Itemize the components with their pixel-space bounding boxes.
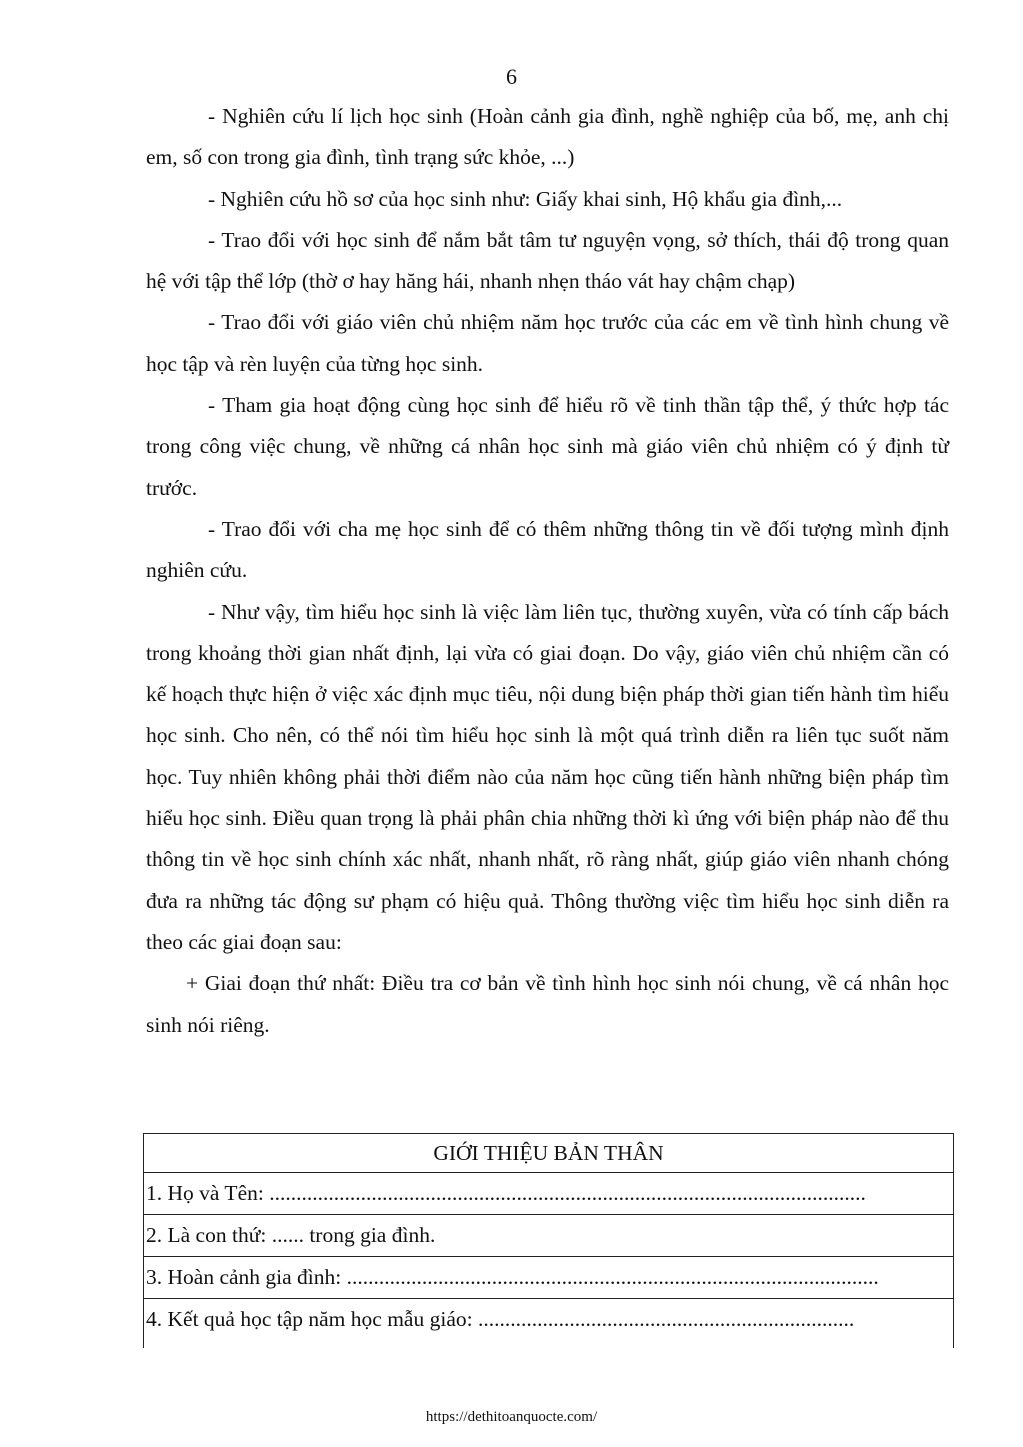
paragraph-talk-with-parents: - Trao đổi với cha mẹ học sinh để có thêm những thông tin về đối tượng mình định nghiên cứu. bbox=[146, 516, 949, 583]
paragraph-summary: - Như vậy, tìm hiểu học sinh là việc làm liên tục, thường xuyên, vừa có tính cấp bách trong khoảng thời gian nhất định, lại vừa có giai đoạn. Do vậy, giáo viên chủ nhiệm cần có kế hoạch thực hiện ở việc xác định mục tiêu, nội dung biện pháp thời gian tiến hành tìm hiểu học sinh. Cho nên, có thể nói tìm hiểu học sinh là một quá trình diễn ra liên tục suốt năm học. Tuy nhiên không phải thời điểm nào của năm học cũng tiến hành những biện pháp tìm hiểu học sinh. Điều quan trọng là phải phân chia những thời kì ứng với biện pháp nào để thu thông tin về học sinh chính xác nhất, nhanh nhất, rõ ràng nhất, giúp giáo viên nhanh chóng đưa ra những tác động sư phạm có hiệu quả. Thông thường việc tìm hiểu học sinh diễn ra theo các giai đoạn sau: bbox=[146, 599, 949, 954]
paragraph-student-records: - Nghiên cứu hồ sơ của học sinh như: Giấy khai sinh, Hộ khẩu gia đình,... bbox=[208, 186, 843, 211]
paragraph-talk-with-students: - Trao đổi với học sinh để nắm bắt tâm tư nguyện vọng, sở thích, thái độ trong quan hệ với tập thể lớp (thờ ơ hay hăng hái, nhanh nhẹn tháo vát hay chậm chạp) bbox=[146, 227, 949, 294]
footer-url-link[interactable]: https://dethitoanquocte.com/ bbox=[425, 1409, 598, 1425]
paragraph-join-activities: - Tham gia hoạt động cùng học sinh để hiểu rõ về tinh thần tập thể, ý thức hợp tác trong công việc chung, về những cá nhân học sinh mà giáo viên chủ nhiệm có ý định từ trước. bbox=[146, 393, 949, 500]
form-row-child-order: 2. Là con thứ: ...... trong gia đình. bbox=[144, 1215, 953, 1257]
form-title: GIỚI THIỆU BẢN THÂN bbox=[144, 1134, 953, 1173]
paragraph-stage-one: + Giai đoạn thứ nhất: Điều tra cơ bản về tình hình học sinh nói chung, về cá nhân học sinh nói riêng. bbox=[146, 971, 949, 1037]
form-row-family-situation: 3. Hoàn cảnh gia đình: ................................................................................................... bbox=[144, 1257, 953, 1299]
paragraph-student-background: - Nghiên cứu lí lịch học sinh (Hoàn cảnh gia đình, nghề nghiệp của bố, mẹ, anh chị em, số con trong gia đình, tình trạng sức khỏe, ...) bbox=[146, 104, 949, 170]
form-row-full-name: 1. Họ và Tên: ............................................................................................................... bbox=[144, 1173, 953, 1215]
document-body bbox=[146, 96, 949, 1046]
form-row-kindergarten-results: 4. Kết quả học tập năm học mẫu giáo: ...................................................................... bbox=[146, 1307, 855, 1331]
page-number: 6 bbox=[506, 64, 517, 89]
paragraph-talk-with-previous-teacher: - Trao đổi với giáo viên chủ nhiệm năm học trước của các em về tình hình chung về học tập và rèn luyện của từng học sinh. bbox=[146, 310, 949, 376]
self-introduction-form bbox=[143, 1133, 954, 1348]
